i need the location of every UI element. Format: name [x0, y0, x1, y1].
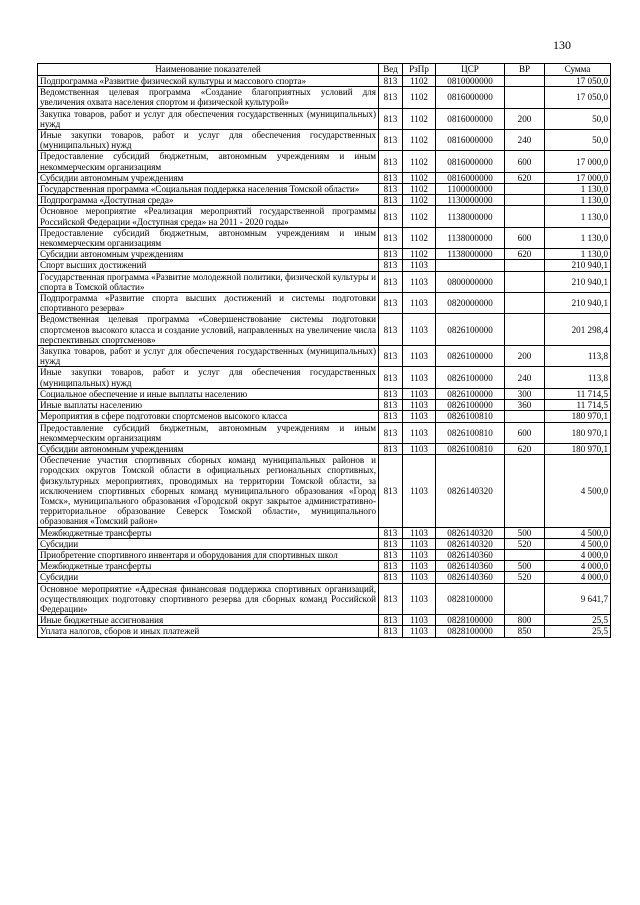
cell-ved: 813: [379, 538, 403, 549]
cell-sum: 210 940,1: [545, 260, 611, 271]
table-row: [38, 172, 611, 183]
table-row: [38, 367, 611, 388]
cell-sum: 17 000,0: [545, 172, 611, 183]
cell-ved: 813: [379, 227, 403, 248]
cell-rzpr: 1103: [403, 260, 436, 271]
cell-vr: 300: [505, 388, 545, 399]
table-row: [38, 388, 611, 399]
cell-ved: 813: [379, 108, 403, 129]
cell-sum: 180 970,1: [545, 422, 611, 443]
cell-vr: [505, 314, 545, 346]
table-row: [38, 76, 611, 87]
table-row: [38, 195, 611, 206]
cell-vr: [505, 206, 545, 227]
cell-rzpr: 1103: [403, 346, 436, 367]
cell-vr: 200: [505, 108, 545, 129]
cell-csr: 0826140360: [436, 572, 505, 583]
cell-csr: 1138000000: [436, 249, 505, 260]
cell-rzpr: 1102: [403, 195, 436, 206]
cell-rzpr: 1102: [403, 206, 436, 227]
cell-vr: 800: [505, 615, 545, 626]
cell-ved: 813: [379, 87, 403, 108]
cell-vr: [505, 583, 545, 615]
cell-rzpr: 1103: [403, 615, 436, 626]
cell-rzpr: 1103: [403, 527, 436, 538]
table-row: [38, 314, 611, 346]
cell-rzpr: 1103: [403, 443, 436, 454]
table-row: [38, 455, 611, 527]
table-row: [38, 411, 611, 422]
cell-csr: 0826140320: [436, 455, 505, 527]
table-row: [38, 346, 611, 367]
cell-csr: 1138000000: [436, 227, 505, 248]
cell-name: Основное мероприятие «Реализация мероприятий государственной программы Российской Федерации «Доступная среда» на 2011 - 2020 годы»: [38, 206, 379, 227]
table-row: [38, 527, 611, 538]
cell-ved: 813: [379, 206, 403, 227]
cell-name: Обеспечение участия спортивных сборных команд муниципальных районов и городских округов Томской области в официальных региональных спортивных, физкультурных мероприятиях, проводимых на территории Томской области, за исключением спортивных сборных команд муниципального образования «Город Томск», муниципального образования «Городской округ закрытое административно-территориальное образование Северск Томской области», муниципального образования «Томский район»: [38, 455, 379, 527]
cell-name: Подпрограмма «Развитие спорта высших достижений и системы подготовки спортивного резерва»: [38, 293, 379, 314]
cell-ved: 813: [379, 455, 403, 527]
table-row: [38, 206, 611, 227]
cell-rzpr: 1103: [403, 314, 436, 346]
table-row: [38, 184, 611, 195]
cell-sum: 1 130,0: [545, 184, 611, 195]
cell-ved: 813: [379, 271, 403, 292]
cell-rzpr: 1102: [403, 151, 436, 172]
cell-sum: 25,5: [545, 626, 611, 637]
cell-ved: 813: [379, 184, 403, 195]
cell-sum: 17 050,0: [545, 76, 611, 87]
cell-rzpr: 1103: [403, 271, 436, 292]
cell-csr: 0828100000: [436, 626, 505, 637]
cell-csr: 0826140320: [436, 527, 505, 538]
cell-name: Субсидии: [38, 572, 379, 583]
cell-sum: 210 940,1: [545, 271, 611, 292]
cell-csr: 0826140320: [436, 538, 505, 549]
cell-name: Предоставление субсидий бюджетным, автономным учреждениям и иным некоммерческим организациям: [38, 151, 379, 172]
cell-ved: 813: [379, 249, 403, 260]
cell-ved: 813: [379, 195, 403, 206]
cell-ved: 813: [379, 626, 403, 637]
cell-csr: 0826140360: [436, 549, 505, 560]
cell-sum: 180 970,1: [545, 443, 611, 454]
cell-vr: 620: [505, 172, 545, 183]
cell-csr: 0828100000: [436, 583, 505, 615]
cell-ved: 813: [379, 615, 403, 626]
cell-sum: 4 000,0: [545, 572, 611, 583]
cell-sum: 4 500,0: [545, 538, 611, 549]
cell-ved: 813: [379, 527, 403, 538]
table-row: [38, 561, 611, 572]
table-header-row: [38, 64, 611, 76]
cell-vr: [505, 260, 545, 271]
cell-vr: 520: [505, 538, 545, 549]
cell-name: Подпрограмма «Развитие физической культуры и массового спорта»: [38, 76, 379, 87]
table-row: [38, 443, 611, 454]
cell-sum: 4 000,0: [545, 561, 611, 572]
cell-csr: 1138000000: [436, 206, 505, 227]
cell-vr: [505, 87, 545, 108]
cell-rzpr: 1103: [403, 411, 436, 422]
column-header-csr: ЦСР: [436, 64, 505, 76]
cell-name: Мероприятия в сфере подготовки спортсменов высокого класса: [38, 411, 379, 422]
cell-rzpr: 1103: [403, 367, 436, 388]
cell-rzpr: 1103: [403, 583, 436, 615]
cell-vr: [505, 455, 545, 527]
page-number: 130: [553, 38, 571, 52]
cell-ved: 813: [379, 572, 403, 583]
cell-name: Подпрограмма «Доступная среда»: [38, 195, 379, 206]
cell-csr: 0826100810: [436, 411, 505, 422]
cell-sum: 1 130,0: [545, 227, 611, 248]
cell-rzpr: 1103: [403, 388, 436, 399]
cell-csr: 0826100810: [436, 443, 505, 454]
table-row: [38, 572, 611, 583]
cell-rzpr: 1103: [403, 455, 436, 527]
cell-rzpr: 1102: [403, 87, 436, 108]
cell-csr: 0828100000: [436, 615, 505, 626]
cell-rzpr: 1103: [403, 572, 436, 583]
cell-name: Иные закупки товаров, работ и услуг для обеспечения государственных (муниципальных) нужд: [38, 130, 379, 151]
cell-ved: 813: [379, 151, 403, 172]
cell-csr: 1100000000: [436, 184, 505, 195]
cell-name: Закупка товаров, работ и услуг для обеспечения государственных (муниципальных) нужд: [38, 346, 379, 367]
cell-sum: 201 298,4: [545, 314, 611, 346]
cell-vr: [505, 184, 545, 195]
cell-name: Субсидии автономным учреждениям: [38, 249, 379, 260]
cell-vr: 500: [505, 561, 545, 572]
cell-sum: 113,8: [545, 367, 611, 388]
column-header-sum: Сумма: [545, 64, 611, 76]
cell-vr: 620: [505, 443, 545, 454]
cell-sum: 50,0: [545, 108, 611, 129]
cell-rzpr: 1103: [403, 561, 436, 572]
column-header-vr: ВР: [505, 64, 545, 76]
table-row: [38, 549, 611, 560]
cell-ved: 813: [379, 172, 403, 183]
cell-name: Предоставление субсидий бюджетным, автономным учреждениям и иным некоммерческим организациям: [38, 227, 379, 248]
cell-vr: 240: [505, 130, 545, 151]
cell-name: Приобретение спортивного инвентаря и оборудования для спортивных школ: [38, 549, 379, 560]
cell-sum: 4 500,0: [545, 527, 611, 538]
cell-sum: 4 000,0: [545, 549, 611, 560]
cell-rzpr: 1103: [403, 293, 436, 314]
table-row: [38, 260, 611, 271]
cell-csr: 0816000000: [436, 130, 505, 151]
cell-sum: 113,8: [545, 346, 611, 367]
cell-rzpr: 1103: [403, 400, 436, 411]
cell-sum: 1 130,0: [545, 249, 611, 260]
cell-vr: 200: [505, 346, 545, 367]
cell-csr: 0826100000: [436, 388, 505, 399]
cell-sum: 210 940,1: [545, 293, 611, 314]
cell-vr: 600: [505, 422, 545, 443]
cell-sum: 11 714,5: [545, 400, 611, 411]
cell-name: Ведомственная целевая программа «Совершенствование системы подготовки спортсменов высокого класса и создание условий, направленных на увеличение числа перспективных спортсменов»: [38, 314, 379, 346]
cell-csr: 1130000000: [436, 195, 505, 206]
cell-rzpr: 1103: [403, 422, 436, 443]
cell-vr: 520: [505, 572, 545, 583]
table-row: [38, 108, 611, 129]
cell-ved: 813: [379, 443, 403, 454]
cell-name: Межбюджетные трансферты: [38, 527, 379, 538]
cell-name: Государственная программа «Развитие молодежной политики, физической культуры и спорта в Томской области»: [38, 271, 379, 292]
cell-name: Субсидии автономным учреждениям: [38, 172, 379, 183]
cell-csr: 0820000000: [436, 293, 505, 314]
table-row: [38, 615, 611, 626]
table-row: [38, 87, 611, 108]
cell-rzpr: 1102: [403, 249, 436, 260]
cell-ved: 813: [379, 346, 403, 367]
cell-vr: [505, 271, 545, 292]
cell-vr: 600: [505, 227, 545, 248]
cell-ved: 813: [379, 388, 403, 399]
cell-rzpr: 1102: [403, 130, 436, 151]
cell-ved: 813: [379, 561, 403, 572]
cell-csr: 0826100000: [436, 367, 505, 388]
cell-sum: 17 050,0: [545, 87, 611, 108]
cell-name: Субсидии автономным учреждениям: [38, 443, 379, 454]
cell-rzpr: 1102: [403, 227, 436, 248]
cell-vr: 620: [505, 249, 545, 260]
cell-csr: 0816000000: [436, 172, 505, 183]
table-row: [38, 293, 611, 314]
cell-sum: 180 970,1: [545, 411, 611, 422]
cell-csr: 0826100000: [436, 400, 505, 411]
table-row: [38, 583, 611, 615]
cell-sum: 4 500,0: [545, 455, 611, 527]
cell-ved: 813: [379, 583, 403, 615]
cell-vr: [505, 293, 545, 314]
cell-vr: [505, 411, 545, 422]
table-row: [38, 130, 611, 151]
cell-csr: 0826100000: [436, 314, 505, 346]
table-row: [38, 400, 611, 411]
cell-sum: 25,5: [545, 615, 611, 626]
column-header-rzpr: РзПр: [403, 64, 436, 76]
cell-vr: 600: [505, 151, 545, 172]
cell-ved: 813: [379, 293, 403, 314]
cell-rzpr: 1102: [403, 108, 436, 129]
cell-ved: 813: [379, 367, 403, 388]
cell-vr: 500: [505, 527, 545, 538]
cell-sum: 1 130,0: [545, 195, 611, 206]
cell-csr: [436, 260, 505, 271]
cell-rzpr: 1103: [403, 626, 436, 637]
cell-name: Субсидии: [38, 538, 379, 549]
budget-table: [37, 63, 611, 638]
cell-name: Предоставление субсидий бюджетным, автономным учреждениям и иным некоммерческим организациям: [38, 422, 379, 443]
cell-name: Уплата налогов, сборов и иных платежей: [38, 626, 379, 637]
cell-rzpr: 1103: [403, 538, 436, 549]
cell-csr: 0826140360: [436, 561, 505, 572]
cell-vr: 850: [505, 626, 545, 637]
table-row: [38, 422, 611, 443]
cell-name: Иные бюджетные ассигнования: [38, 615, 379, 626]
cell-csr: 0816000000: [436, 151, 505, 172]
cell-ved: 813: [379, 130, 403, 151]
cell-vr: 240: [505, 367, 545, 388]
column-header-ved: Вед: [379, 64, 403, 76]
cell-name: Социальное обеспечение и иные выплаты населению: [38, 388, 379, 399]
cell-vr: 360: [505, 400, 545, 411]
table-row: [38, 538, 611, 549]
cell-sum: 9 641,7: [545, 583, 611, 615]
cell-csr: 0816000000: [436, 87, 505, 108]
cell-vr: [505, 549, 545, 560]
cell-sum: 11 714,5: [545, 388, 611, 399]
cell-ved: 813: [379, 400, 403, 411]
cell-rzpr: 1103: [403, 549, 436, 560]
cell-rzpr: 1102: [403, 76, 436, 87]
cell-sum: 17 000,0: [545, 151, 611, 172]
cell-name: Спорт высших достижений: [38, 260, 379, 271]
cell-sum: 50,0: [545, 130, 611, 151]
cell-vr: [505, 195, 545, 206]
cell-name: Иные выплаты населению: [38, 400, 379, 411]
cell-csr: 0816000000: [436, 108, 505, 129]
cell-ved: 813: [379, 260, 403, 271]
cell-name: Основное мероприятие «Адресная финансовая поддержка спортивных организаций, осуществляющих подготовку спортивного резерва для сборных команд Российской Федерации»: [38, 583, 379, 615]
cell-csr: 0800000000: [436, 271, 505, 292]
cell-csr: 0826100810: [436, 422, 505, 443]
cell-name: Межбюджетные трансферты: [38, 561, 379, 572]
cell-name: Ведомственная целевая программа «Создание благоприятных условий для увеличения охвата населения спортом и физической культурой»: [38, 87, 379, 108]
table-row: [38, 227, 611, 248]
table-row: [38, 249, 611, 260]
cell-ved: 813: [379, 411, 403, 422]
cell-name: Закупка товаров, работ и услуг для обеспечения государственных (муниципальных) нужд: [38, 108, 379, 129]
cell-ved: 813: [379, 549, 403, 560]
column-header-name: Наименование показателей: [38, 64, 379, 76]
cell-name: Иные закупки товаров, работ и услуг для обеспечения государственных (муниципальных) нужд: [38, 367, 379, 388]
cell-ved: 813: [379, 76, 403, 87]
table-row: [38, 271, 611, 292]
cell-ved: 813: [379, 422, 403, 443]
cell-name: Государственная программа «Социальная поддержка населения Томской области»: [38, 184, 379, 195]
table-row: [38, 151, 611, 172]
cell-rzpr: 1102: [403, 172, 436, 183]
cell-csr: 0810000000: [436, 76, 505, 87]
cell-ved: 813: [379, 314, 403, 346]
table-row: [38, 626, 611, 637]
cell-sum: 1 130,0: [545, 206, 611, 227]
cell-rzpr: 1102: [403, 184, 436, 195]
cell-csr: 0826100000: [436, 346, 505, 367]
cell-vr: [505, 76, 545, 87]
